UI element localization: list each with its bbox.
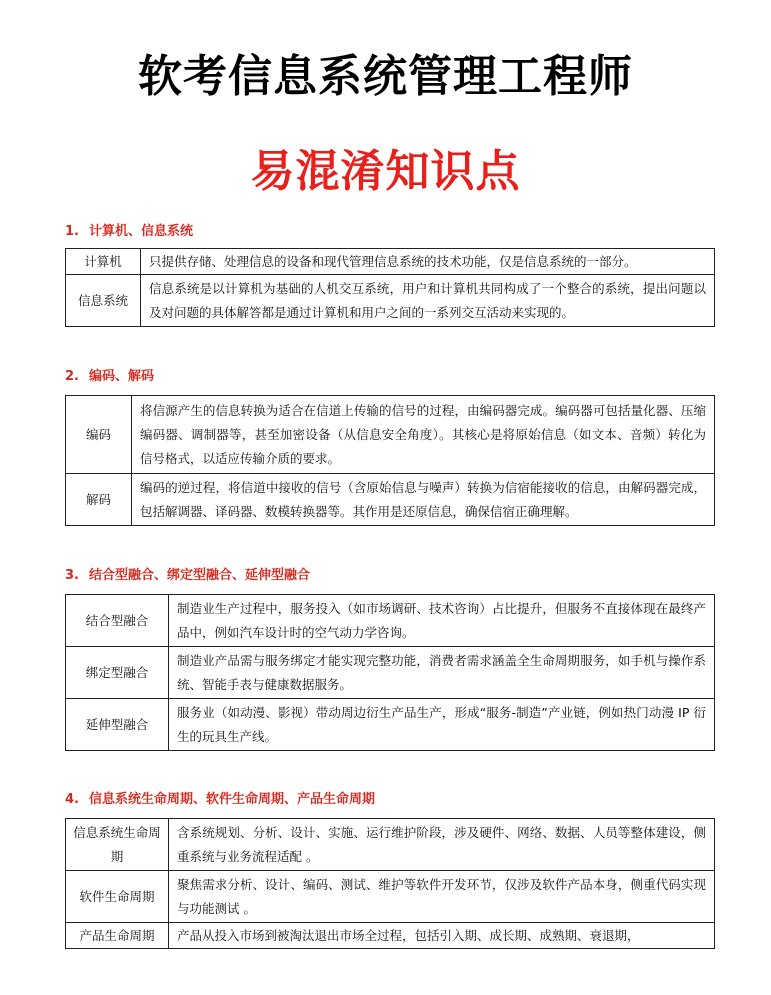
table-row	[66, 595, 715, 647]
table-row	[66, 923, 715, 949]
term-cell: 结合型融合	[66, 595, 169, 647]
description-cell: 制造业产品需与服务绑定才能实现完整功能，消费者需求涵盖全生命周期服务，如手机与操作系统、智能手表与健康数据服务。	[169, 647, 715, 699]
comparison-table-3	[65, 594, 715, 751]
table-row	[66, 396, 715, 474]
section-number: 1.	[65, 224, 79, 239]
description-cell: 制造业生产过程中，服务投入（如市场调研、技术咨询）占比提升，但服务不直接体现在最终产品中，例如汽车设计时的空气动力学咨询。	[169, 595, 715, 647]
section-number: 2.	[65, 369, 79, 384]
table-row	[66, 249, 715, 275]
description-cell: 信息系统是以计算机为基础的人机交互系统，用户和计算机共同构成了一个整合的系统，提出问题以及对问题的具体解答都是通过计算机和用户之间的一系列交互活动来实现的。	[141, 275, 715, 327]
description-cell: 含系统规划、分析、设计、实施、运行维护阶段，涉及硬件、网络、数据、人员等整体建设，侧重系统与业务流程适配 。	[169, 819, 715, 871]
section-title: 计算机、信息系统	[89, 224, 194, 239]
term-cell: 编码	[66, 396, 132, 474]
comparison-table-2	[65, 395, 715, 526]
section-heading-1	[65, 220, 193, 239]
table-row	[66, 819, 715, 871]
section-heading-2	[65, 365, 154, 384]
section-title: 结合型融合、绑定型融合、延伸型融合	[89, 568, 311, 583]
term-cell: 解码	[66, 474, 132, 526]
term-cell: 软件生命周期	[66, 871, 169, 923]
term-cell: 信息系统	[66, 275, 141, 327]
comparison-table-4	[65, 818, 715, 949]
section-title: 编码、解码	[89, 369, 155, 384]
table-row	[66, 871, 715, 923]
page-subtitle: 易混淆知识点	[250, 146, 521, 197]
term-cell: 产品生命周期	[66, 923, 169, 949]
description-cell: 将信源产生的信息转换为适合在信道上传输的信号的过程，由编码器完成。编码器可包括量化器、压缩编码器、调制器等，甚至加密设备（从信息安全角度）。其核心是将原始信息（如文本、音频）转化为信号格式，以适应传输介质的要求。	[132, 396, 715, 474]
comparison-table-1	[65, 248, 715, 327]
table-row	[66, 647, 715, 699]
description-cell: 产品从投入市场到被淘汰退出市场全过程，包括引入期、成长期、成熟期、衰退期，	[169, 923, 715, 949]
section-title: 信息系统生命周期、软件生命周期、产品生命周期	[89, 792, 376, 807]
section-number: 3.	[65, 568, 79, 583]
description-cell: 聚焦需求分析、设计、编码、测试、维护等软件开发环节，仅涉及软件产品本身，侧重代码实现与功能测试 。	[169, 871, 715, 923]
description-cell: 编码的逆过程，将信道中接收的信号（含原始信息与噪声）转换为信宿能接收的信息，由解码器完成，包括解调器、译码器、数模转换器等。其作用是还原信息，确保信宿正确理解。	[132, 474, 715, 526]
term-cell: 延伸型融合	[66, 699, 169, 751]
table-row	[66, 474, 715, 526]
description-cell: 服务业（如动漫、影视）带动周边衍生产品生产，形成“服务-制造”产业链，例如热门动漫 IP 衍生的玩具生产线。	[169, 699, 715, 751]
term-cell: 信息系统生命周期	[66, 819, 169, 871]
table-row	[66, 699, 715, 751]
description-cell: 只提供存储、处理信息的设备和现代管理信息系统的技术功能，仅是信息系统的一部分。	[141, 249, 715, 275]
term-cell: 计算机	[66, 249, 141, 275]
table-row	[66, 275, 715, 327]
page-title: 软考信息系统管理工程师	[138, 51, 633, 102]
section-heading-3	[65, 564, 310, 583]
term-cell: 绑定型融合	[66, 647, 169, 699]
section-heading-4	[65, 788, 375, 807]
section-number: 4.	[65, 792, 79, 807]
